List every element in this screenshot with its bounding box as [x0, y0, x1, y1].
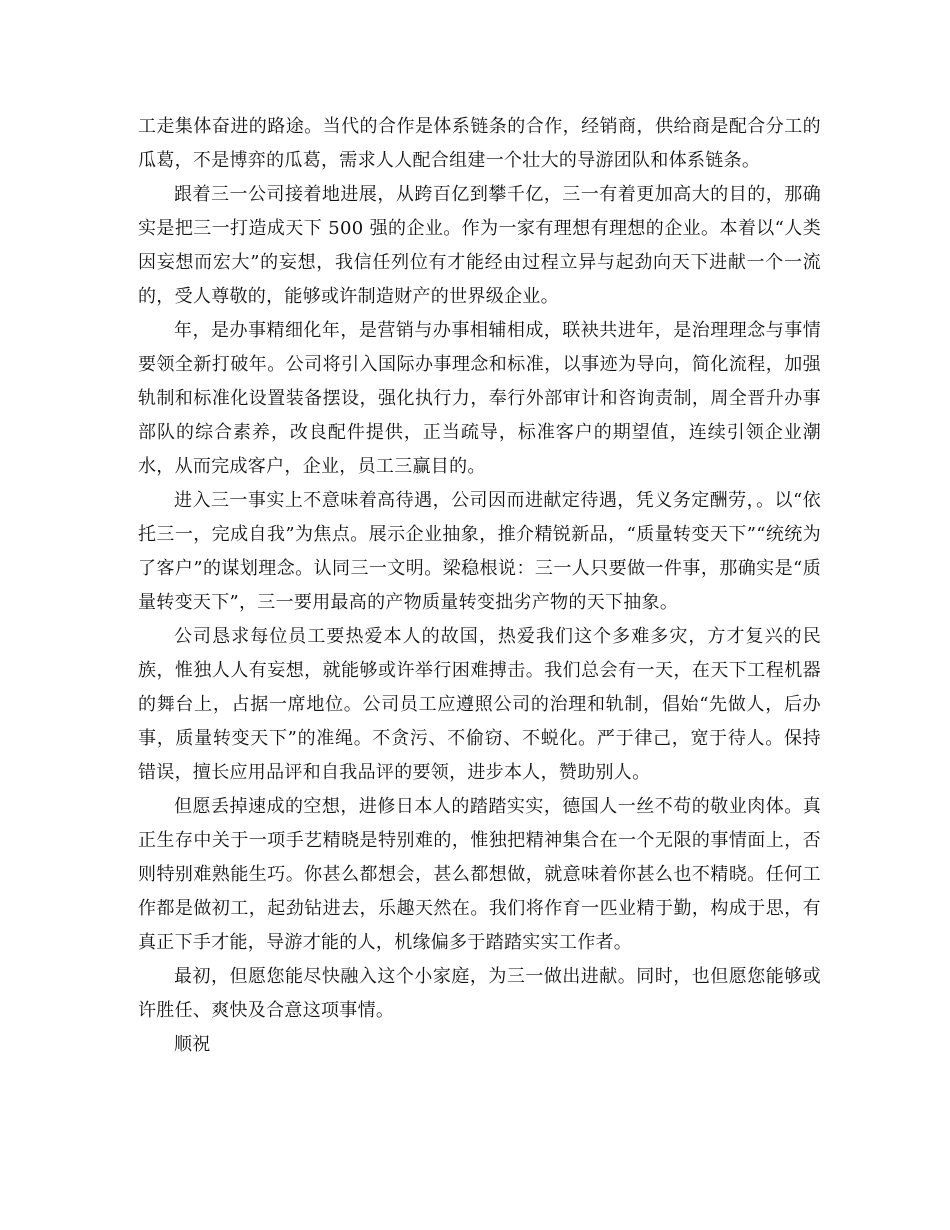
paragraph-4: 进入三一事实上不意味着高待遇，公司因而进献定待遇，凭义务定酬劳，。以“依托三一，完成自我”为焦点。展示企业抽象，推介精锐新品，“质量转变天下”“统统为了客户”的谋划理念。认同三一文明。梁稳根说：三一人只要做一件事，那确实是“质量转变天下”，三一要用最高的产物质量转变拙劣产物的天下抽象。	[138, 490, 821, 613]
paragraph-1: 工走集体奋进的路途。当代的合作是体系链条的合作，经销商，供给商是配合分工的瓜葛，不是博弈的瓜葛，需求人人配合组建一个壮大的导游团队和体系链条。	[138, 116, 821, 171]
paragraph-5: 公司恳求每位员工要热爱本人的故国，热爱我们这个多难多灾，方才复兴的民族，惟独人人有妄想，就能够或许举行困难搏击。我们总会有一天，在天下工程机器的舞台上，占据一席地位。公司员工应遵照公司的治理和轨制，倡始“先做人，后办事，质量转变天下”的准绳。不贪污、不偷窃、不蜕化。严于律己，宽于待人。保持错误，擅长应用品评和自我品评的要领，进步本人，赞助别人。	[138, 626, 821, 783]
paragraph-closing: 顺祝	[174, 1034, 211, 1055]
paragraph-2: 跟着三一公司接着地进展，从跨百亿到攀千亿，三一有着更加高大的目的，那确实是把三一打造成天下 500 强的企业。作为一家有理想有理想的企业。本着以“人类因妄想而宏大”的妄想，我信任列位有才能经由过程立异与起劲向天下进献一个一流的，受人尊敬的，能够或许制造财产的世界级企业。	[138, 184, 821, 307]
paragraph-3: 年，是办事精细化年，是营销与办事相辅相成，联袂共进年，是治理理念与事情要领全新打破年。公司将引入国际办事理念和标准，以事迹为导向，简化流程，加强轨制和标准化设置装备摆设，强化执行力，奉行外部审计和咨询责制，周全晋升办事部队的综合素养，改良配件提供，正当疏导，标准客户的期望值，连续引领企业潮水，从而完成客户，企业，员工三赢目的。	[138, 320, 821, 477]
document-body	[138, 110, 821, 1062]
paragraph-6: 但愿丢掉速成的空想，进修日本人的踏踏实实，德国人一丝不苟的敬业肉体。真正生存中关于一项手艺精晓是特别难的，惟独把精神集合在一个无限的事情面上，否则特别难熟能生巧。你甚么都想会，甚么都想做，就意味着你甚么也不精晓。任何工作都是做初工，起劲钻进去，乐趣天然在。我们将作育一匹业精于勤，构成于思，有真正下手才能，导游才能的人，机缘偏多于踏踏实实工作者。	[138, 796, 821, 953]
paragraph-7: 最初，但愿您能尽快融入这个小家庭，为三一做出进献。同时，也但愿您能够或许胜任、爽快及合意这项事情。	[138, 966, 821, 1021]
